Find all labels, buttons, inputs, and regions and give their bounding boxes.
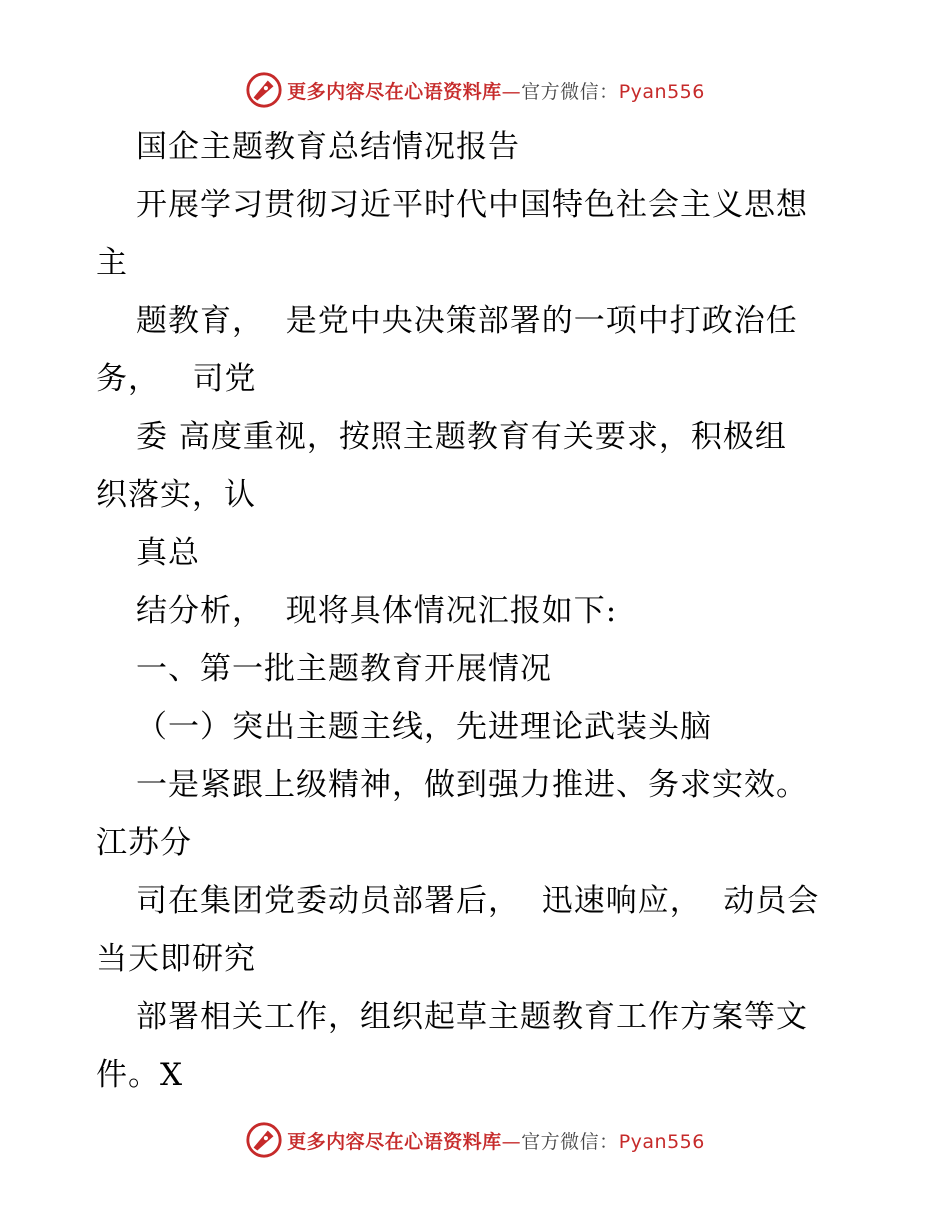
document-title: 国企主题教育总结情况报告	[136, 129, 520, 165]
paragraph-line: 开展学习贯彻习近平时代中国特色社会主义思想	[136, 187, 808, 223]
paragraph-line: 结分析， 现将具体情况汇报如下:	[136, 593, 618, 629]
pen-nib-icon	[245, 1121, 283, 1159]
banner-label: 官方微信：	[521, 1130, 619, 1153]
banner-dash: —	[501, 1130, 522, 1153]
banner-label: 官方微信：	[521, 80, 619, 103]
paragraph-line: 一是紧跟上级精神，做到强力推进、务求实效。	[136, 767, 808, 803]
paragraph-line: 织落实，认	[96, 477, 256, 513]
banner-account: Pyan556	[618, 1130, 705, 1153]
paragraph-line: 当天即研究	[96, 941, 256, 977]
banner-main-text: 更多内容尽在心语资料库	[287, 1130, 502, 1153]
paragraph-line: 题教育， 是党中央决策部署的一项中打政治任	[136, 303, 798, 339]
paragraph-line: 务， 司党	[96, 361, 257, 397]
section-heading: 一、第一批主题教育开展情况	[136, 651, 552, 687]
paragraph-line: 委 高度重视，按照主题教育有关要求，积极组	[136, 419, 787, 455]
banner-main-text: 更多内容尽在心语资料库	[287, 80, 502, 103]
pen-nib-icon	[245, 71, 283, 109]
paragraph-line: 件。X	[96, 1057, 184, 1093]
document-body	[96, 118, 856, 1104]
paragraph-line: 主	[96, 245, 128, 281]
paragraph-line: 真总	[136, 535, 200, 571]
banner-text	[287, 77, 705, 104]
paragraph-line: 江苏分	[96, 825, 192, 861]
header-watermark-banner	[0, 68, 950, 112]
banner-account: Pyan556	[618, 80, 705, 103]
banner-text	[287, 1127, 705, 1154]
banner-dash: —	[501, 80, 522, 103]
subsection-heading: （一）突出主题主线，先进理论武装头脑	[136, 709, 712, 745]
footer-watermark-banner	[0, 1118, 950, 1162]
paragraph-line: 部署相关工作，组织起草主题教育工作方案等文	[136, 999, 808, 1035]
paragraph-line: 司在集团党委动员部署后， 迅速响应， 动员会	[136, 883, 820, 919]
